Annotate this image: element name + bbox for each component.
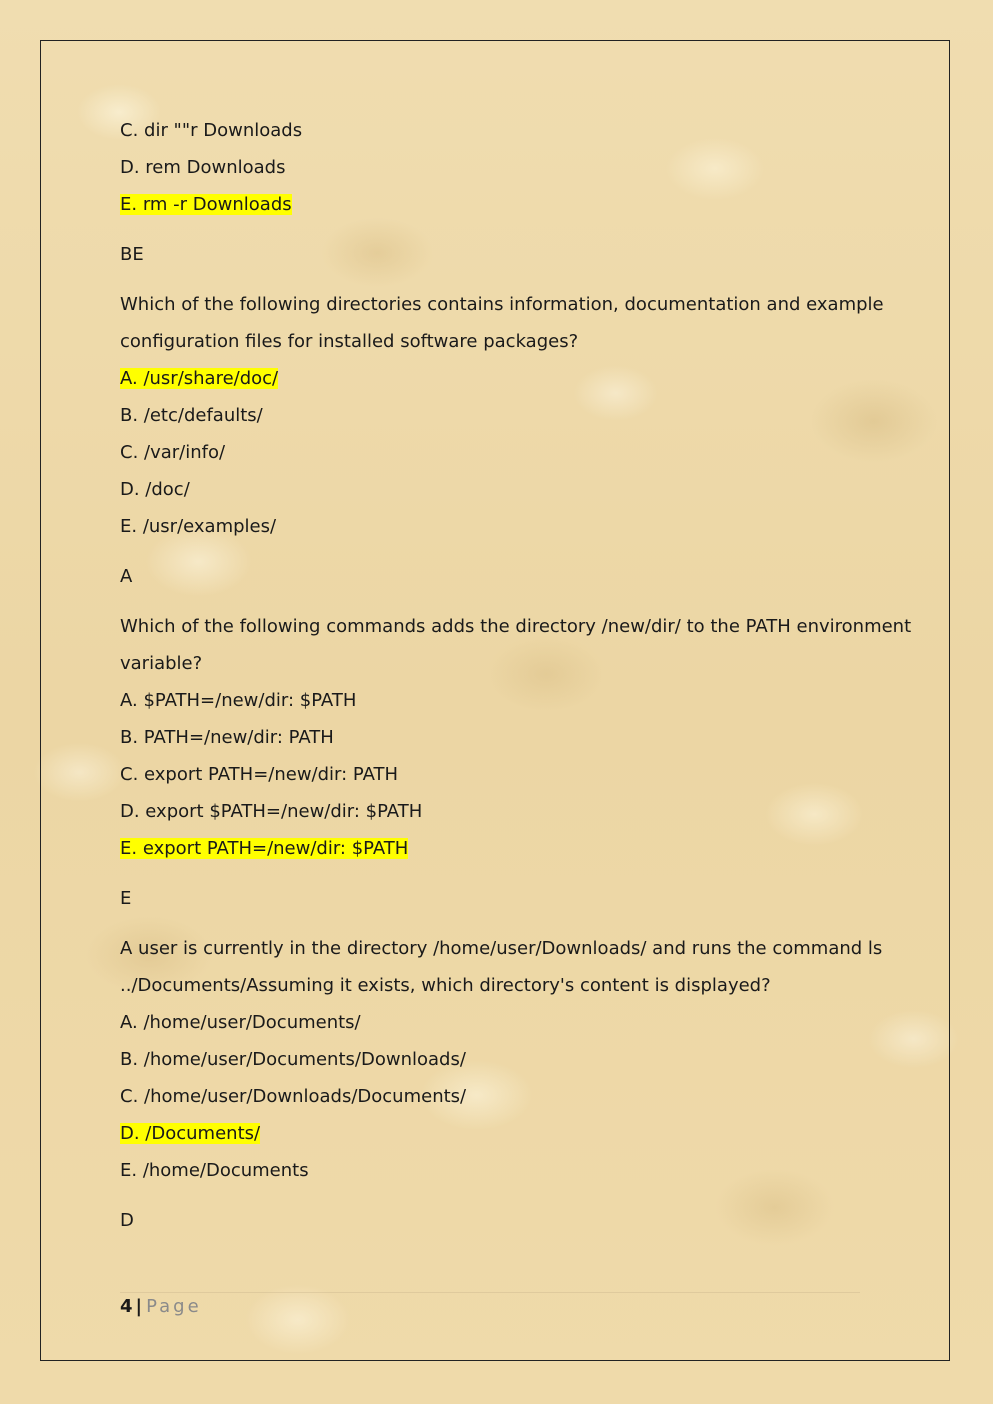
option-line: A. $PATH=/new/dir: $PATH [120, 690, 357, 711]
footer-separator: | [135, 1296, 143, 1317]
option-line-correct [120, 835, 880, 872]
option-line: D. rem Downloads [120, 157, 286, 178]
option-line: E. /home/Documents [120, 1160, 309, 1181]
question-text: Which of the following directories contains information, documentation and example [120, 294, 884, 315]
option-line: C. export PATH=/new/dir: PATH [120, 764, 399, 785]
question-text: A user is currently in the directory /home/user/Downloads/ and runs the command ls [120, 938, 883, 959]
option-line-correct [120, 191, 880, 228]
option-line: B. PATH=/new/dir: PATH [120, 727, 334, 748]
option-line: E. /usr/examples/ [120, 516, 277, 537]
option-line: C. /var/info/ [120, 442, 226, 463]
option-line: D. /doc/ [120, 479, 190, 500]
question-text: variable? [120, 653, 203, 674]
footer-divider [120, 1292, 860, 1293]
answer-highlight: E. rm -r Downloads [120, 194, 292, 215]
answer-highlight: D. /Documents/ [120, 1123, 261, 1144]
answer-key: D [120, 1210, 134, 1231]
page-number: 4 [120, 1296, 133, 1317]
answer-key: E [120, 888, 132, 909]
answer-highlight: A. /usr/share/doc/ [120, 368, 279, 389]
option-line: D. export $PATH=/new/dir: $PATH [120, 801, 423, 822]
option-line: B. /etc/defaults/ [120, 405, 263, 426]
question-text: ../Documents/Assuming it exists, which directory's content is displayed? [120, 975, 771, 996]
option-line-correct [120, 365, 880, 402]
option-line: C. dir ""r Downloads [120, 120, 303, 141]
document-body [120, 117, 912, 1257]
option-line: C. /home/user/Downloads/Documents/ [120, 1086, 467, 1107]
answer-key: A [120, 566, 133, 587]
question-text: configuration files for installed software packages? [120, 331, 579, 352]
option-line-correct [120, 1120, 880, 1157]
option-line: A. /home/user/Documents/ [120, 1012, 361, 1033]
question-text: Which of the following commands adds the directory /new/dir/ to the PATH environment [120, 616, 912, 637]
answer-highlight: E. export PATH=/new/dir: $PATH [120, 838, 409, 859]
page-footer [120, 1295, 202, 1319]
answer-key: BE [120, 244, 144, 265]
page-label: Page [146, 1296, 202, 1317]
option-line: B. /home/user/Documents/Downloads/ [120, 1049, 466, 1070]
